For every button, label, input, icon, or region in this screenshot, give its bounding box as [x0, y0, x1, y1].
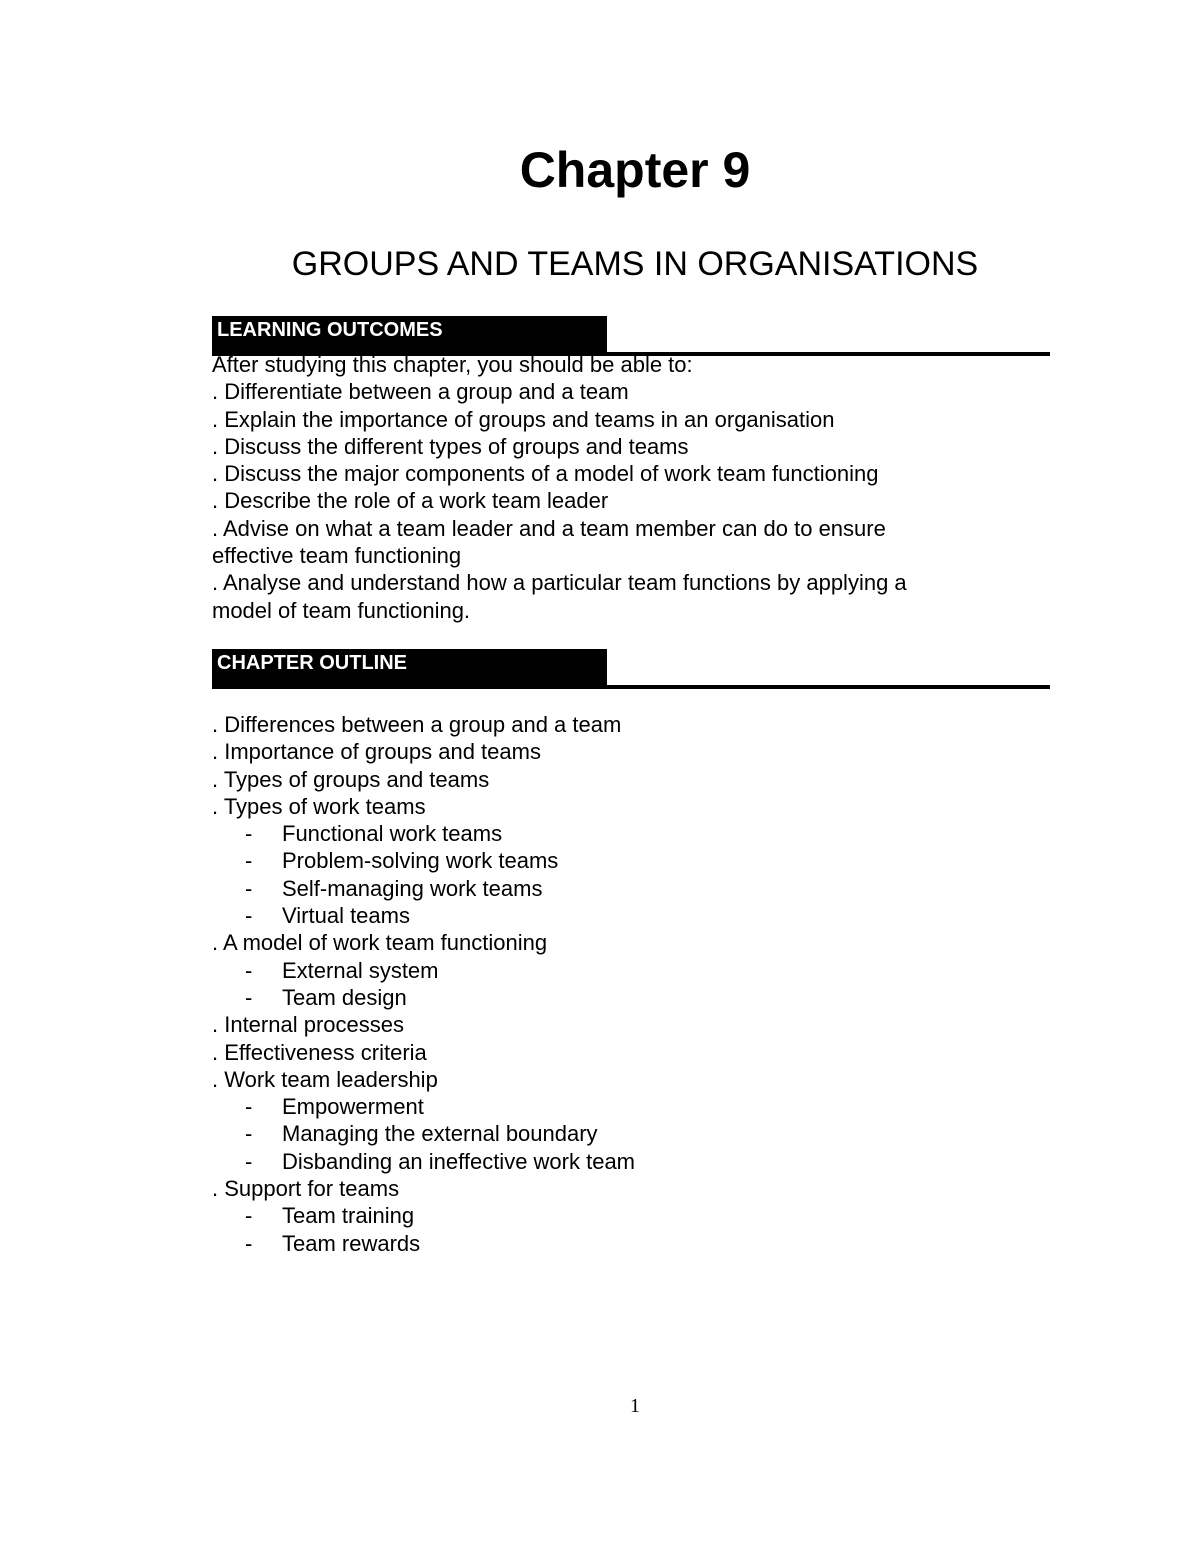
learning-outcome-line: . Discuss the major components of a model of work team functioning — [212, 461, 879, 487]
learning-outcomes-header — [212, 316, 1050, 356]
outline-subitem-text: External system — [282, 957, 439, 983]
learning-outcomes-list — [212, 351, 1052, 624]
outline-subitem — [212, 1120, 1052, 1147]
outline-subitem-text: Empowerment — [282, 1094, 424, 1120]
outline-subitem — [212, 1093, 1052, 1120]
learning-outcome-line: . Discuss the different types of groups and teams — [212, 433, 689, 459]
outline-dash: - — [245, 821, 253, 847]
chapter-outline-heading: CHAPTER OUTLINE — [212, 649, 607, 685]
page-number: 1 — [630, 1395, 640, 1417]
outline-subitem — [212, 1202, 1052, 1229]
outline-subitem — [212, 847, 1052, 874]
outline-item: . Types of work teams — [212, 793, 426, 819]
learning-outcome-line: . Describe the role of a work team leader — [212, 488, 609, 514]
outline-dash: - — [245, 1094, 253, 1120]
outline-subitem — [212, 984, 1052, 1011]
learning-outcomes-heading: LEARNING OUTCOMES — [212, 316, 607, 352]
outline-subitem-text: Self-managing work teams — [282, 875, 543, 901]
outline-dash: - — [245, 1230, 253, 1256]
outline-dash: - — [245, 957, 253, 983]
outline-item: . Internal processes — [212, 1012, 404, 1038]
learning-outcome-line: . Analyse and understand how a particular team functions by applying a — [212, 570, 907, 596]
outline-subitem-text: Managing the external boundary — [282, 1121, 598, 1147]
outline-subitem — [212, 902, 1052, 929]
chapter-outline-header — [212, 649, 1050, 689]
outline-subitem — [212, 875, 1052, 902]
chapter-subtitle: GROUPS AND TEAMS IN ORGANISATIONS — [291, 245, 979, 283]
outline-item: . Types of groups and teams — [212, 766, 490, 792]
outline-subitem-text: Team rewards — [282, 1230, 421, 1256]
outline-item: . Support for teams — [212, 1176, 400, 1202]
chapter-outline-list — [212, 711, 1052, 1257]
outline-item: . Effectiveness criteria — [212, 1039, 427, 1065]
outline-dash: - — [245, 984, 253, 1010]
outline-subitem-text: Team design — [282, 984, 407, 1010]
outline-item: . A model of work team functioning — [212, 930, 548, 956]
outline-subitem — [212, 1148, 1052, 1175]
outline-item: . Work team leadership — [212, 1066, 438, 1092]
outline-subitem-text: Team training — [282, 1203, 415, 1229]
outline-subitem-text: Functional work teams — [282, 821, 503, 847]
learning-outcome-line: model of team functioning. — [212, 597, 471, 623]
learning-outcome-line: After studying this chapter, you should be able to: — [212, 352, 693, 377]
outline-subitem-text: Disbanding an ineffective work team — [282, 1148, 636, 1174]
outline-dash: - — [245, 875, 253, 901]
learning-outcome-line: . Differentiate between a group and a team — [212, 379, 629, 405]
outline-subitem — [212, 957, 1052, 984]
chapter-title: Chapter 9 — [519, 142, 751, 198]
outline-dash: - — [245, 1203, 253, 1229]
outline-subitem-text: Virtual teams — [282, 903, 410, 929]
learning-outcome-line: . Advise on what a team leader and a team member can do to ensure — [212, 515, 886, 541]
learning-outcome-line: . Explain the importance of groups and teams in an organisation — [212, 406, 835, 432]
outline-dash: - — [245, 1121, 253, 1147]
outline-dash: - — [245, 848, 253, 874]
outline-dash: - — [245, 903, 253, 929]
outline-item: . Differences between a group and a team — [212, 712, 622, 737]
outline-dash: - — [245, 1148, 253, 1174]
outline-subitem-text: Problem-solving work teams — [282, 848, 559, 874]
outline-subitem — [212, 1230, 1052, 1257]
learning-outcome-line: effective team functioning — [212, 543, 462, 569]
outline-subitem — [212, 820, 1052, 847]
outline-item: . Importance of groups and teams — [212, 739, 541, 765]
